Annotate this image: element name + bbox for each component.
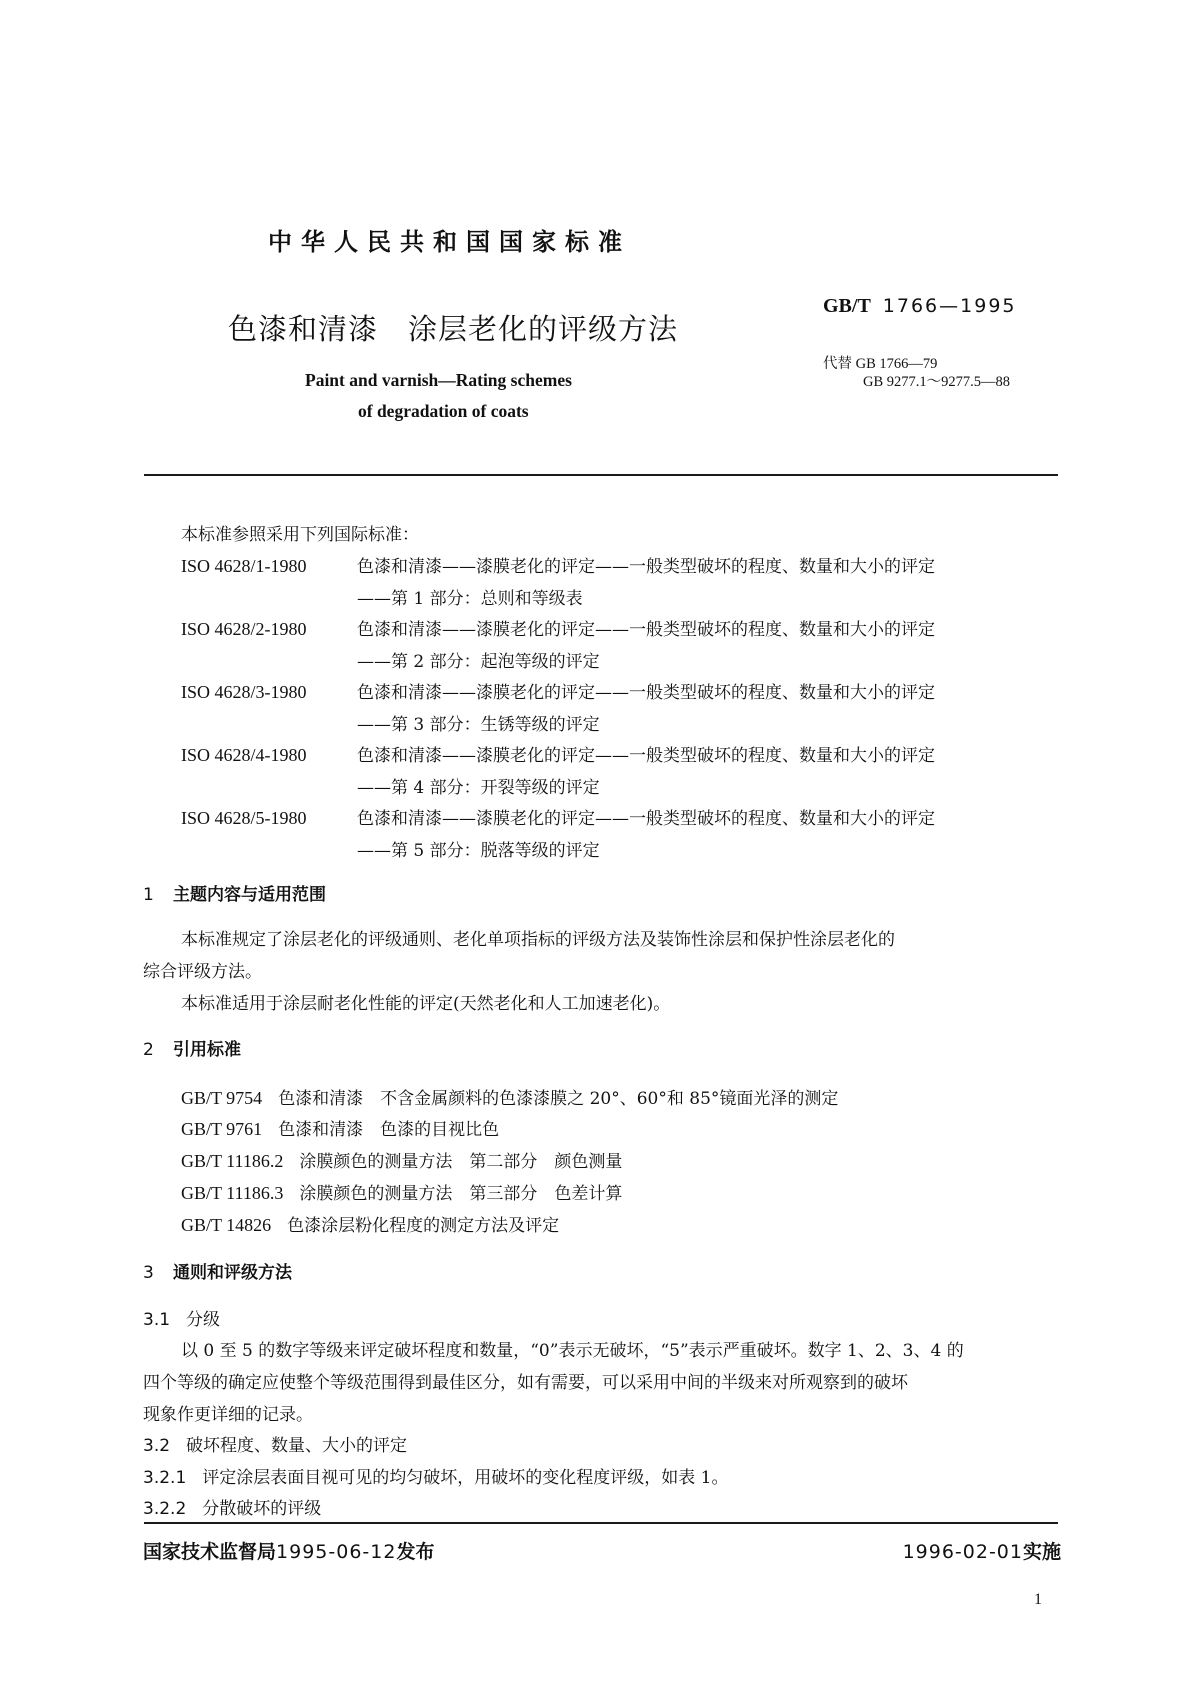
section3-1-line3: 现象作更详细的记录。 — [143, 1405, 313, 1425]
ref-title: 色漆和清漆 不含金属颜料的色漆漆膜之 20°、60°和 85°镜面光泽的测定 — [278, 1089, 839, 1109]
section-heading-3: 3 通则和评级方法 — [143, 1263, 292, 1283]
ref-row — [181, 1147, 622, 1172]
section3-1-line1: 以 0 至 5 的数字等级来评定破坏程度和数量，“0”表示无破坏，“5”表示严重破坏。数字 1、2、3、4 的 — [181, 1341, 964, 1361]
intro-text: 本标准参照采用下列国际标准： — [181, 525, 419, 545]
iso-ref-code: ISO 4628/4-1980 — [181, 745, 307, 765]
effective-date: 1996-02-01 — [902, 1541, 1023, 1563]
standard-code-number: 1766—1995 — [882, 295, 1017, 317]
issue-info — [143, 1537, 434, 1564]
ref-row — [181, 1115, 499, 1140]
ref-title: 涂膜颜色的测量方法 第三部分 色差计算 — [299, 1184, 623, 1204]
iso-ref-part: ——第 4 部分：开裂等级的评定 — [357, 778, 600, 798]
section-heading-2: 2 引用标准 — [143, 1040, 241, 1060]
effective-word: 实施 — [1022, 1541, 1061, 1563]
iso-ref-part: ——第 1 部分：总则和等级表 — [357, 589, 583, 609]
replaces-block — [823, 355, 1010, 391]
section1-para1-line2: 综合评级方法。 — [143, 962, 262, 982]
iso-ref-part: ——第 3 部分：生锈等级的评定 — [357, 715, 600, 735]
iso-ref-row — [181, 552, 935, 577]
ref-row — [181, 1211, 559, 1236]
title-cn-part1: 色漆和清漆 — [228, 312, 379, 346]
ref-title: 涂膜颜色的测量方法 第二部分 颜色测量 — [299, 1152, 623, 1172]
section1-para2: 本标准适用于涂层耐老化性能的评定(天然老化和人工加速老化)。 — [181, 994, 671, 1014]
ref-code: GB/T 14826 — [181, 1215, 272, 1235]
iso-ref-row — [181, 615, 935, 640]
iso-ref-title: 色漆和清漆——漆膜老化的评定——一般类型破坏的程度、数量和大小的评定 — [357, 809, 935, 829]
ref-row — [181, 1179, 622, 1204]
subsection-3-2-1: 3.2.1 评定涂层表面目视可见的均匀破坏，用破坏的变化程度评级，如表 1。 — [143, 1468, 729, 1488]
iso-ref-row — [181, 678, 935, 703]
issue-word: 发布 — [396, 1541, 435, 1563]
issuer: 国家技术监督局 — [143, 1541, 277, 1563]
page-title-en-line2: of degradation of coats — [358, 401, 529, 421]
section1-para1-line1: 本标准规定了涂层老化的评级通则、老化单项指标的评级方法及装饰性涂层和保护性涂层老化的 — [181, 930, 895, 950]
iso-ref-part: ——第 2 部分：起泡等级的评定 — [357, 652, 600, 672]
ref-row — [181, 1084, 838, 1109]
header-divider — [144, 474, 1058, 476]
replaces-line2: GB 9277.1～9277.5—88 — [863, 374, 1011, 390]
iso-ref-part: ——第 5 部分：脱落等级的评定 — [357, 841, 600, 861]
footer-divider — [144, 1522, 1058, 1524]
page-title-cn — [228, 307, 678, 348]
replaces-line1: 代替 GB 1766—79 — [823, 356, 938, 372]
national-standard-label: 中华人民共和国国家标准 — [268, 228, 631, 256]
iso-ref-title: 色漆和清漆——漆膜老化的评定——一般类型破坏的程度、数量和大小的评定 — [357, 746, 935, 766]
iso-ref-title: 色漆和清漆——漆膜老化的评定——一般类型破坏的程度、数量和大小的评定 — [357, 620, 935, 640]
page-number: 1 — [1034, 1591, 1042, 1608]
subsection-3-2-2: 3.2.2 分散破坏的评级 — [143, 1499, 322, 1519]
iso-ref-code: ISO 4628/3-1980 — [181, 682, 307, 702]
ref-title: 色漆和清漆 色漆的目视比色 — [278, 1120, 500, 1140]
ref-title: 色漆涂层粉化程度的测定方法及评定 — [287, 1216, 560, 1236]
iso-ref-code: ISO 4628/2-1980 — [181, 619, 307, 639]
ref-code: GB/T 9754 — [181, 1088, 263, 1108]
subsection-3-1: 3.1 分级 — [143, 1310, 221, 1330]
ref-code: GB/T 11186.3 — [181, 1183, 284, 1203]
ref-code: GB/T 11186.2 — [181, 1151, 284, 1171]
iso-ref-title: 色漆和清漆——漆膜老化的评定——一般类型破坏的程度、数量和大小的评定 — [357, 683, 935, 703]
iso-ref-code: ISO 4628/5-1980 — [181, 808, 307, 828]
standard-code — [823, 293, 1017, 318]
section3-1-line2: 四个等级的确定应使整个等级范围得到最佳区分，如有需要，可以采用中间的半级来对所观察到的破坏 — [143, 1373, 908, 1393]
effective-info — [903, 1537, 1061, 1564]
page-title-en-line1: Paint and varnish—Rating schemes — [305, 370, 572, 390]
standard-code-prefix: GB/T — [823, 295, 871, 317]
iso-ref-row — [181, 804, 935, 829]
title-cn-part2: 涂层老化的评级方法 — [408, 312, 679, 346]
subsection-3-2: 3.2 破坏程度、数量、大小的评定 — [143, 1436, 408, 1456]
ref-code: GB/T 9761 — [181, 1119, 263, 1139]
iso-ref-row — [181, 741, 935, 766]
iso-ref-title: 色漆和清漆——漆膜老化的评定——一般类型破坏的程度、数量和大小的评定 — [357, 557, 935, 577]
iso-ref-code: ISO 4628/1-1980 — [181, 556, 307, 576]
issue-date: 1995-06-12 — [276, 1541, 397, 1563]
section-heading-1: 1 主题内容与适用范围 — [143, 885, 326, 905]
